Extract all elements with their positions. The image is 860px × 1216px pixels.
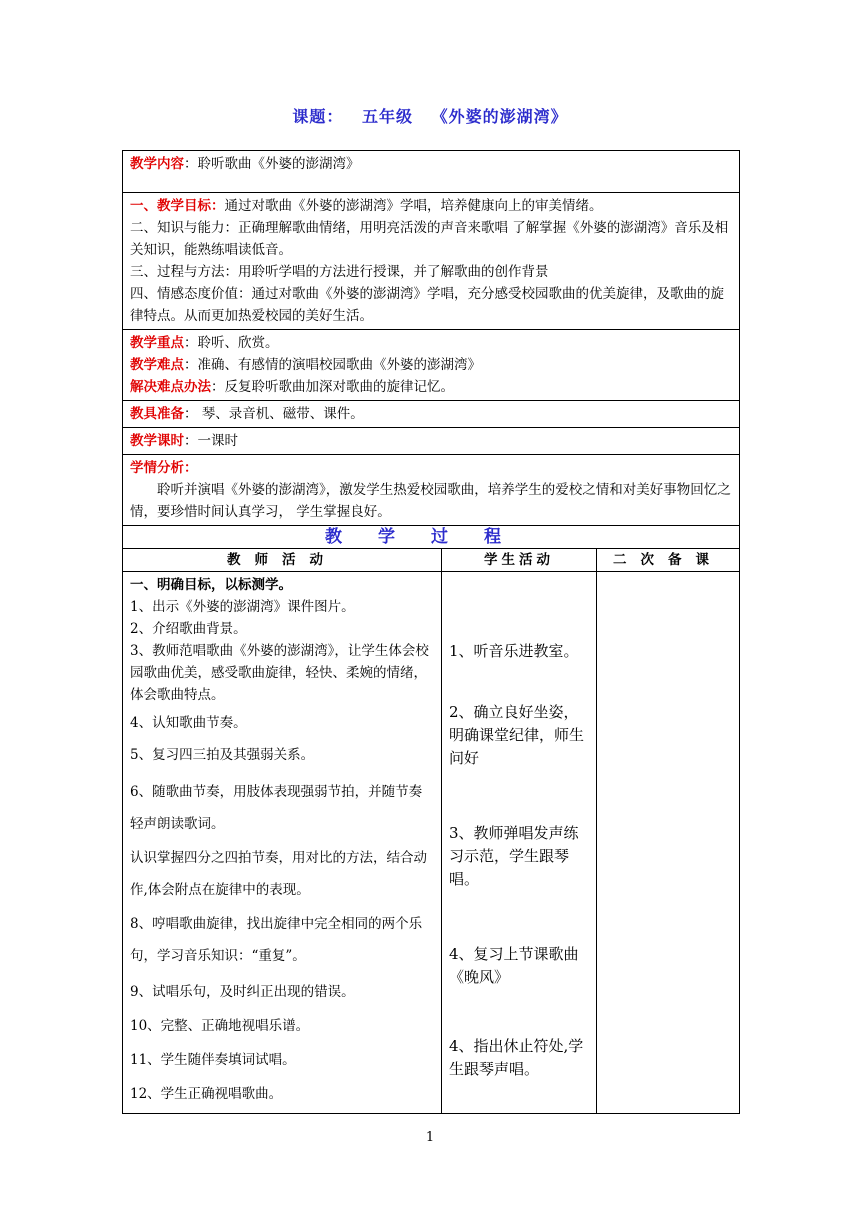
- analysis-label: 学情分析：: [130, 460, 198, 476]
- student-item: 2、确立良好坐姿，明确课堂纪律，师生问好: [449, 703, 585, 767]
- student-item: 4、指出休止符处,学生跟琴声唱。: [449, 1037, 584, 1078]
- lesson-plan-table: [122, 150, 740, 1114]
- teacher-item: 11、学生随伴奏填词试唱。: [130, 1052, 296, 1068]
- hours-text: ：一课时: [184, 433, 238, 449]
- col-student: 学生活动: [442, 549, 597, 572]
- key-points-label: 教学重点: [130, 335, 184, 351]
- teacher-item: 12、学生正确视唱歌曲。: [130, 1086, 283, 1102]
- title-song: 《外婆的澎湖湾》: [431, 107, 568, 126]
- process-title: 教学过程: [123, 526, 740, 549]
- teacher-item: 2、介绍歌曲背景。: [130, 621, 247, 637]
- activity-row: [123, 572, 740, 1114]
- title-grade: 五年级: [361, 107, 413, 126]
- lesson-title: [0, 104, 860, 127]
- teacher-item: 3、教师范唱歌曲《外婆的澎湖湾》，让学生体会校园歌曲优美，感受歌曲旋律，轻快、柔婉的情绪，体会歌曲特点。: [130, 643, 429, 703]
- student-item: 3、教师弹唱发声练习示范，学生跟琴唱。: [449, 824, 579, 888]
- solution-label: 解决难点办法: [130, 379, 211, 395]
- goals-label: 一、教学目标：: [130, 198, 225, 214]
- student-activity: [442, 572, 597, 1114]
- teacher-item: 认识掌握四分之四拍节奏，用对比的方法，结合动作,体会附点在旋律中的表现。: [130, 850, 427, 898]
- col-prep: 二次备课: [597, 549, 740, 572]
- difficulty-label: 教学难点: [130, 357, 184, 373]
- goal-item: 三、过程与方法：用聆听学唱的方法进行授课，并了解歌曲的创作背景: [130, 264, 549, 280]
- title-prefix: 课题：: [292, 107, 344, 126]
- analysis-text: 聆听并演唱《外婆的澎湖湾》，激发学生热爱校园歌曲，培养学生的爱校之情和对美好事物回忆之情，要珍惜时间认真学习， 学生掌握良好。: [130, 482, 731, 520]
- teacher-activity: [123, 572, 442, 1114]
- col-teacher: 教师活动: [123, 549, 442, 572]
- teacher-item: 6、随歌曲节奏，用肢体表现强弱节拍，并随节奏轻声朗读歌词。: [130, 784, 423, 832]
- goal-item: 四、情感态度价值：通过对歌曲《外婆的澎湖湾》学唱，充分感受校园歌曲的优美旋律，及歌曲的旋律特点。从而更加热爱校园的美好生活。: [130, 286, 724, 324]
- analysis-row: [123, 455, 740, 526]
- teacher-item: 10、完整、正确地视唱乐谱。: [130, 1018, 310, 1034]
- second-prep: [597, 572, 740, 1114]
- tools-row: [123, 401, 740, 428]
- teacher-item: 9、试唱乐句，及时纠正出现的错误。: [130, 984, 355, 1000]
- goal-item: 二、知识与能力：正确理解歌曲情绪，用明亮活泼的声音来歌唱 了解掌握《外婆的澎湖湾》音乐及相关知识，能熟练唱读低音。: [130, 220, 729, 258]
- goals-text: 通过对歌曲《外婆的澎湖湾》学唱，培养健康向上的审美情绪。: [224, 198, 603, 214]
- difficulty-text: ：准确、有感情的演唱校园歌曲《外婆的澎湖湾》: [184, 357, 481, 373]
- tools-text: ： 琴、录音机、磁带、课件。: [184, 406, 364, 422]
- hours-label: 教学课时: [130, 433, 184, 449]
- page-number: 1: [425, 1130, 435, 1145]
- student-item: 4、复习上节课歌曲《晚风》: [449, 945, 579, 986]
- teacher-item: 5、复习四三拍及其强弱关系。: [130, 747, 315, 763]
- goals-row: [123, 193, 740, 330]
- process-title-row: [123, 526, 740, 549]
- teacher-item: 4、认知歌曲节奏。: [130, 715, 247, 731]
- focus-row: [123, 330, 740, 401]
- teacher-item: 8、哼唱歌曲旋律，找出旋律中完全相同的两个乐句，学习音乐知识：“重复”。: [130, 916, 423, 964]
- content-row: [123, 151, 740, 193]
- column-header-row: [123, 549, 740, 572]
- teacher-item: 1、出示《外婆的澎湖湾》课件图片。: [130, 599, 355, 615]
- teacher-item: 一、明确目标，以标测学。: [130, 577, 292, 593]
- content-text: ：聆听歌曲《外婆的澎湖湾》: [184, 156, 360, 172]
- solution-text: ：反复聆听歌曲加深对歌曲的旋律记忆。: [211, 379, 454, 395]
- hours-row: [123, 428, 740, 455]
- student-item: 1、听音乐进教室。: [449, 642, 579, 660]
- tools-label: 教具准备: [130, 406, 184, 422]
- key-points-text: ：聆听、欣赏。: [184, 335, 279, 351]
- content-label: 教学内容: [130, 156, 184, 172]
